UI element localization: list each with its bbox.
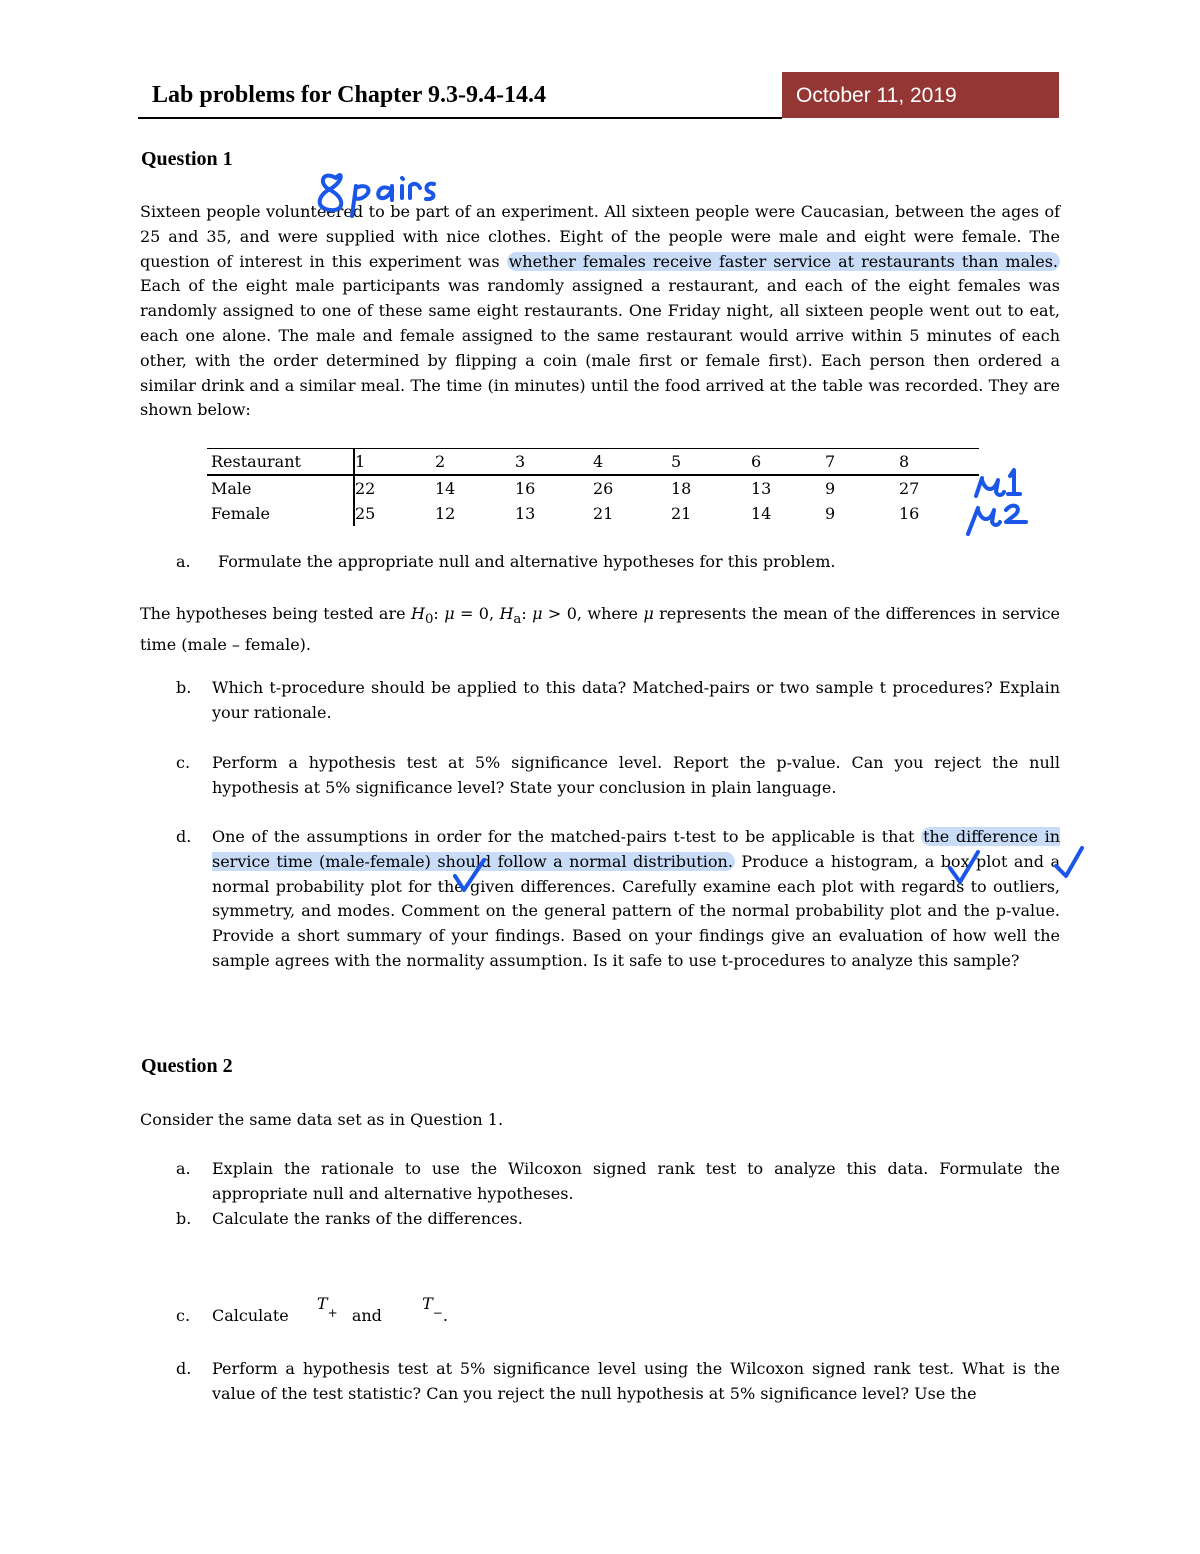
answer-text: = 0, bbox=[454, 604, 500, 623]
item-text: Perform a hypothesis test at 5% significance level using the Wilcoxon signed rank test. What is the value of the test statistic? Can you reject the null hypothesis at 5% significance level? Use the bbox=[212, 1359, 1060, 1403]
item-label: a. bbox=[176, 1159, 191, 1178]
answer-text: represents the mean of the differences in service time (male – female). bbox=[140, 604, 1061, 654]
item-text: Which t-procedure should be applied to this data? Matched-pairs or two sample t procedures? Explain your rationale. bbox=[212, 678, 1060, 722]
table-cell: 16 bbox=[515, 479, 536, 498]
table-cell: 22 bbox=[354, 475, 435, 501]
item-text: Perform a hypothesis test at 5% significance level. Report the p-value. Can you reject the null hypothesis at 5% significance level? State your conclusion in plain language. bbox=[212, 753, 1060, 797]
table-cell: 1 bbox=[354, 449, 435, 475]
table-cell: 13 bbox=[515, 504, 536, 523]
answer-text: The hypotheses being tested are bbox=[140, 604, 411, 623]
d-text-post: Produce a histogram, a box plot and a normal probability plot for the given differences. Carefully examine each plot with regards to outliers, symmetry, and modes. Comment on the general pattern of the normal probability plot and the p-value. Provide a short summary of your findings. Based on your findings give an evaluation of how well the sample agrees with the normality assumption. Is it safe to use t-procedures to analyze this sample? bbox=[212, 851, 1061, 970]
answer-text: > 0, where bbox=[542, 604, 644, 623]
check-mark-icon bbox=[950, 852, 978, 882]
highlighted-question-of-interest: whether females receive faster service at restaurants than males. bbox=[508, 251, 1058, 271]
mu-symbol: μ bbox=[444, 604, 455, 623]
date-text: October 11, 2019 bbox=[796, 84, 957, 107]
page-title: Lab problems for Chapter 9.3-9.4-14.4 bbox=[152, 82, 547, 108]
h0-symbol: H bbox=[410, 604, 425, 623]
and-text: and bbox=[351, 1306, 382, 1325]
item-text: Explain the rationale to use the Wilcoxon signed rank test to analyze this data. Formulate the appropriate null and alternative hypotheses. bbox=[212, 1159, 1060, 1203]
table-cell: 5 bbox=[671, 452, 682, 471]
check-mark-icon bbox=[455, 860, 484, 890]
table-cell: 13 bbox=[751, 479, 772, 498]
item-label: d. bbox=[176, 1359, 192, 1378]
item-text: Formulate the appropriate null and alternative hypotheses for this problem. bbox=[218, 552, 836, 571]
table-cell: 21 bbox=[671, 504, 692, 523]
intro-text-pre: Sixteen people volunteered to be part of an experiment. All sixteen people were Caucasian, between the ages of 25 and 35, and were supplied with nice clothes. Eight of the people were male and eight were female. The question of interest in this experiment was bbox=[140, 202, 1060, 271]
table-cell: 2 bbox=[435, 452, 446, 471]
table-cell: Restaurant bbox=[211, 452, 301, 471]
t-plus-symbol: T bbox=[316, 1294, 328, 1313]
table-cell: 14 bbox=[751, 504, 772, 523]
d-text-pre: One of the assumptions in order for the matched-pairs t-test to be applicable is that bbox=[212, 827, 922, 846]
table-cell: 18 bbox=[671, 479, 692, 498]
table-cell: 9 bbox=[825, 479, 836, 498]
item-label: c. bbox=[176, 753, 191, 772]
answer-text: : bbox=[521, 604, 533, 623]
table-cell: 4 bbox=[593, 452, 604, 471]
answer-text: : bbox=[433, 604, 445, 623]
handwritten-mu1 bbox=[976, 470, 1020, 496]
table-cell: 26 bbox=[593, 479, 614, 498]
mu-symbol: μ bbox=[643, 604, 654, 623]
calculate-text: Calculate bbox=[212, 1306, 289, 1325]
item-label: b. bbox=[176, 678, 192, 697]
table-cell: 14 bbox=[435, 479, 456, 498]
check-mark-icon bbox=[1056, 848, 1082, 876]
table-cell: Female bbox=[211, 504, 270, 523]
question-1-heading: Question 1 bbox=[141, 148, 233, 170]
table-cell: Male bbox=[211, 479, 252, 498]
question-2-intro: Consider the same data set as in Question 1. bbox=[140, 1110, 504, 1129]
handwritten-mu2 bbox=[968, 506, 1026, 534]
item-label: d. bbox=[176, 827, 192, 846]
question-2-heading: Question 2 bbox=[141, 1055, 233, 1077]
table-cell: 9 bbox=[825, 504, 836, 523]
item-label: a. bbox=[176, 552, 191, 571]
table-cell: 3 bbox=[515, 452, 526, 471]
table-cell: 16 bbox=[899, 504, 920, 523]
highlighted-normality-assumption: the difference in service time (male-female) should follow a normal distribution. bbox=[212, 827, 1061, 871]
item-label: b. bbox=[176, 1209, 192, 1228]
plus-subscript: + bbox=[327, 1306, 338, 1321]
ha-subscript: a bbox=[513, 612, 522, 628]
item-text: Calculate the ranks of the differences. bbox=[212, 1209, 523, 1228]
ha-symbol: H bbox=[499, 604, 514, 623]
item-label: c. bbox=[176, 1306, 191, 1325]
table-cell: 12 bbox=[435, 504, 456, 523]
table-cell: 21 bbox=[593, 504, 614, 523]
minus-subscript: − bbox=[432, 1306, 443, 1321]
mu-symbol: μ bbox=[532, 604, 543, 623]
h0-subscript: 0 bbox=[424, 612, 434, 628]
t-minus-symbol: T bbox=[422, 1294, 433, 1313]
table-cell: 25 bbox=[354, 501, 435, 526]
table-cell: 27 bbox=[899, 479, 920, 498]
table-cell: 6 bbox=[751, 452, 762, 471]
period: . bbox=[442, 1306, 448, 1325]
handwritten-8-pairs bbox=[320, 175, 434, 216]
intro-text-post: Each of the eight male participants was randomly assigned a restaurant, and each of the eight females was randomly assigned to one of these same eight restaurants. One Friday night, all sixteen people went out to eat, each one alone. The male and female assigned to the same restaurant would arrive within 5 minutes of each other, with the order determined by flipping a coin (male first or female first). Each person then ordered a similar drink and a similar meal. The time (in minutes) until the food arrived at the table was recorded. They are shown below: bbox=[140, 276, 1060, 420]
table-cell: 7 bbox=[825, 452, 836, 471]
table-cell: 8 bbox=[899, 452, 910, 471]
